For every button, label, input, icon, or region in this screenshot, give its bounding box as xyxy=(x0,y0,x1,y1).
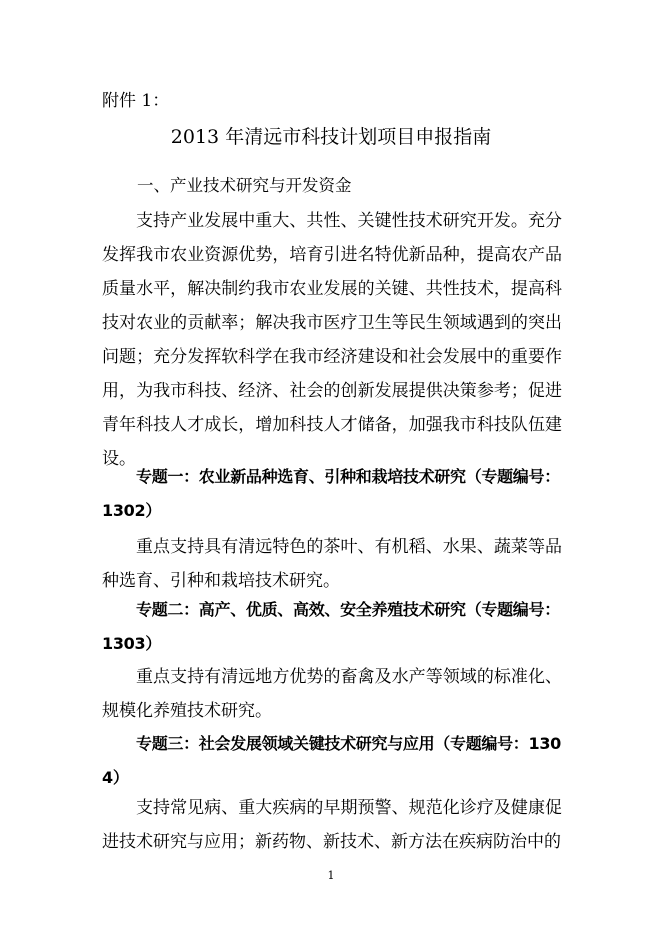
intro-paragraph: 支持产业发展中重大、共性、关键性技术研究开发。充分发挥我市农业资源优势，培育引进名特优新品种，提高农产品质量水平，解决制约我市农业发展的关键、共性技术，提高科技对农业的贡献率；解决我市医疗卫生等民生领域遇到的突出问题；充分发挥软科学在我市经济建设和社会发展中的重要作用，为我市科技、经济、社会的创新发展提供决策参考；促进青年科技人才成长，增加科技人才储备，加强我市科技队伍建设。 xyxy=(102,211,562,469)
document-title: 2013 年清远市科技计划项目申报指南 xyxy=(170,126,492,148)
topic-1-body: 重点支持具有清远特色的茶叶、有机稻、水果、蔬菜等品种选育、引种和栽培技术研究。 xyxy=(102,537,562,591)
topic-3-body: 支持常见病、重大疾病的早期预警、规范化诊疗及健康促进技术研究与应用；新药物、新技术、新方法在疾病防治中的 xyxy=(102,798,562,852)
topic-3-heading: 专题三：社会发展领域关键技术研究与应用（专题编号：1304） xyxy=(102,734,561,787)
attachment-label: 附件 1： xyxy=(102,91,170,111)
section-heading: 一、产业技术研究与开发资金 xyxy=(137,176,352,195)
topic-2-heading: 专题二：高产、优质、高效、安全养殖技术研究（专题编号：1303） xyxy=(102,600,560,653)
topic-2-body: 重点支持有清远地方优势的畜禽及水产等领域的标准化、规模化养殖技术研究。 xyxy=(102,667,562,721)
topic-1-heading: 专题一：农业新品种选育、引种和栽培技术研究（专题编号：1302） xyxy=(102,467,560,520)
page-number: 1 xyxy=(327,869,335,882)
